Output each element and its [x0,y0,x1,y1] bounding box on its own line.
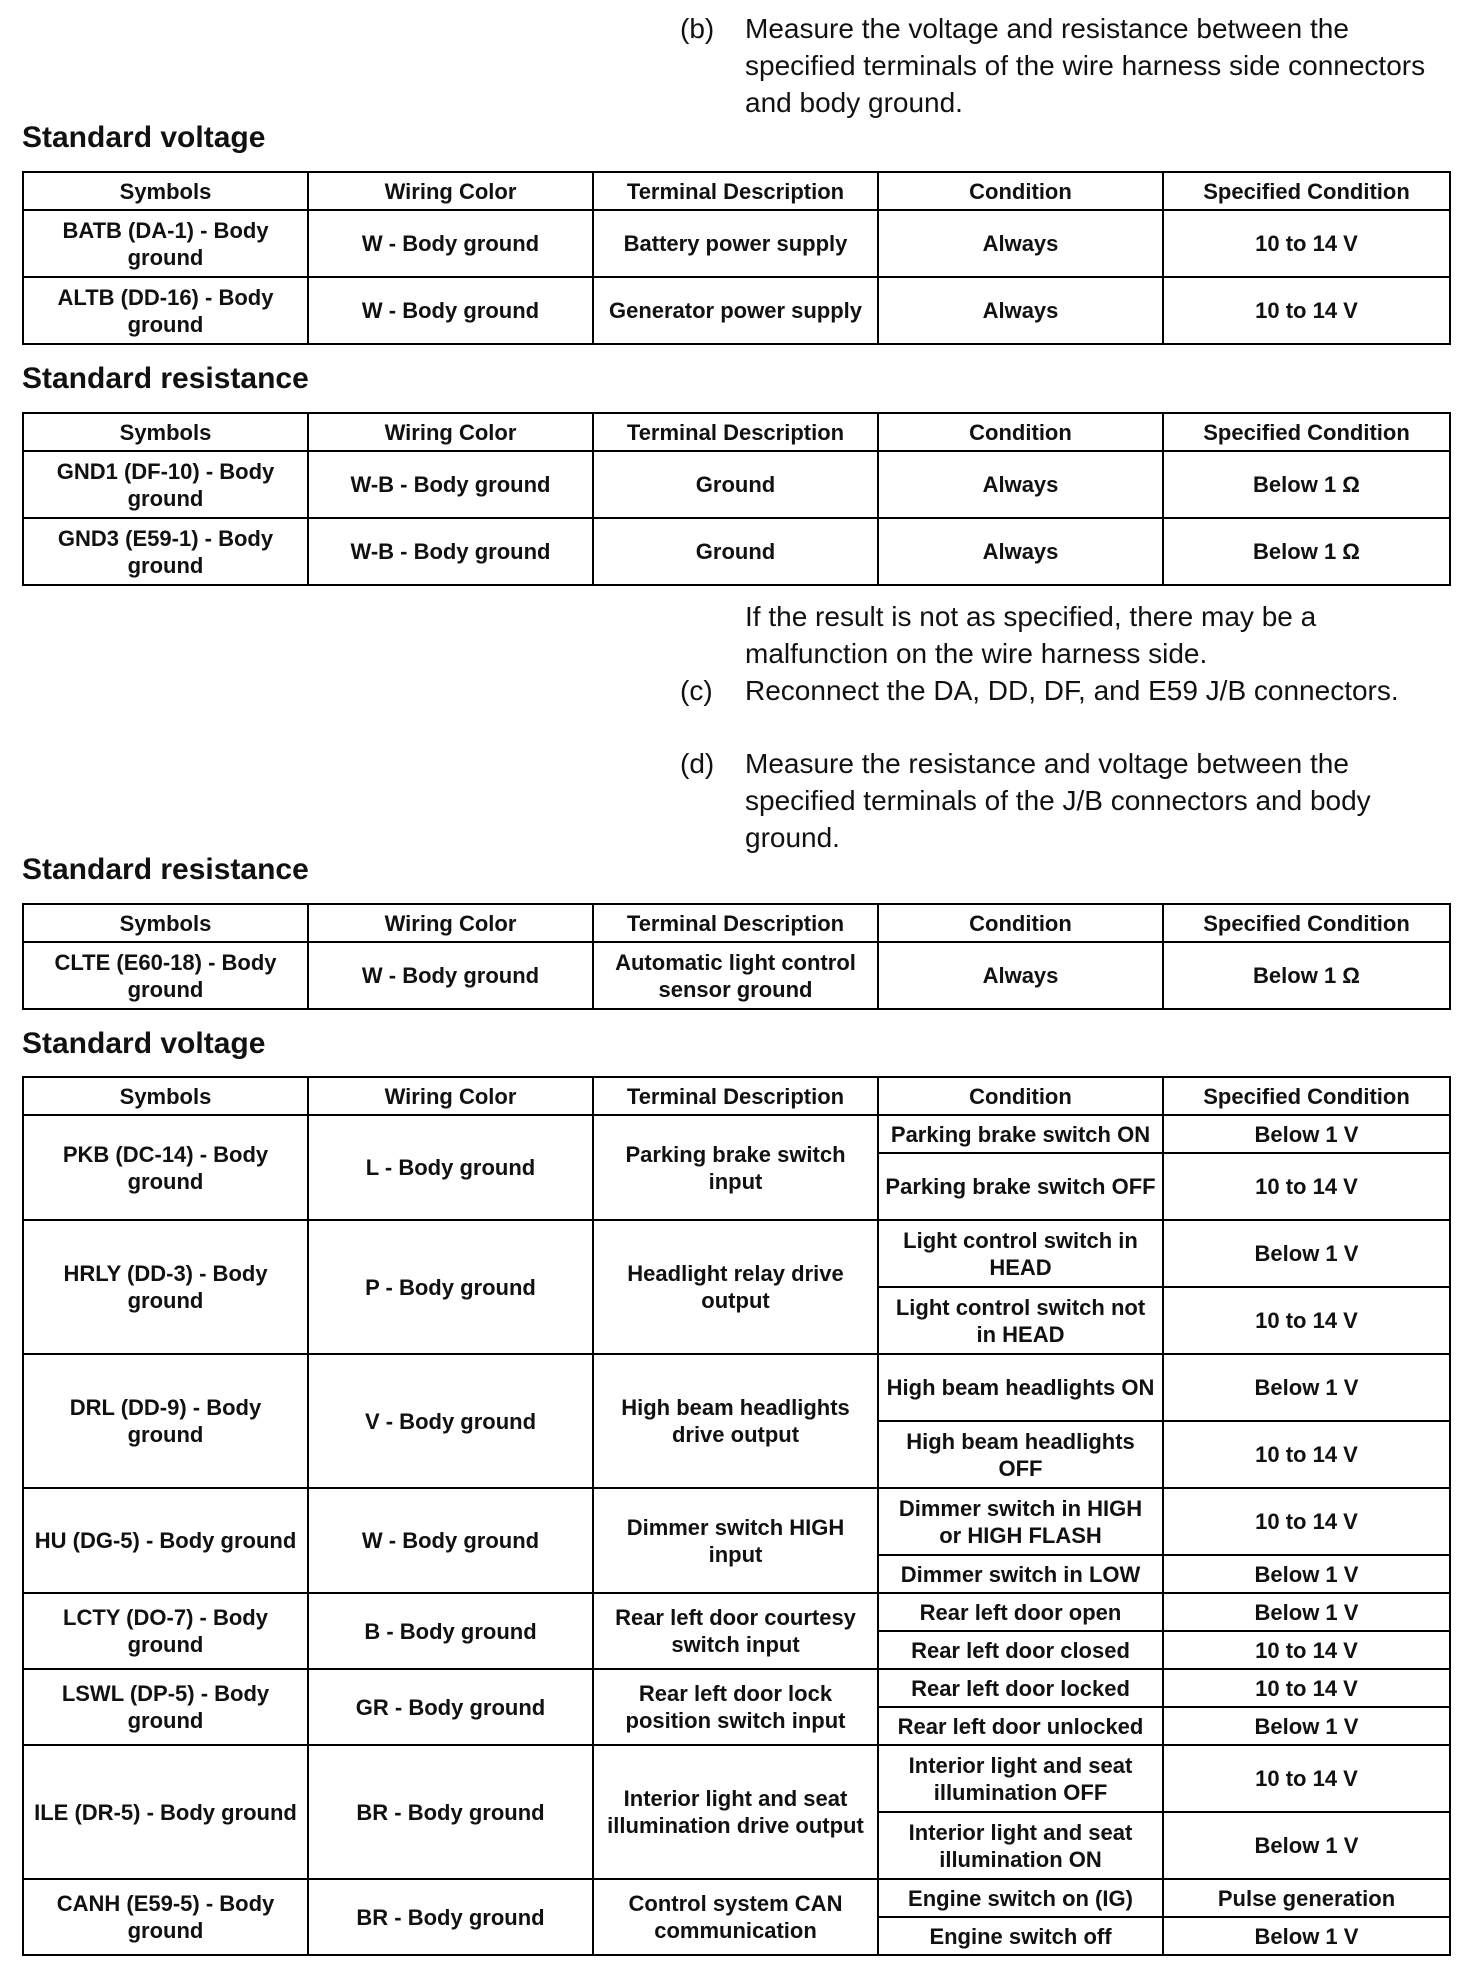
standard-voltage-table-1 [22,171,1451,345]
condition-cell: Always [878,451,1163,518]
symbols-cell: BATB (DA-1) - Body ground [23,210,308,277]
specified-condition-cell: Below 1 V [1163,1812,1450,1879]
condition-cell: Engine switch on (IG) [878,1879,1163,1917]
condition-cell: Light control switch in HEAD [878,1220,1163,1287]
condition-cell: Always [878,518,1163,585]
symbols-cell: CANH (E59-5) - Body ground [23,1879,308,1955]
condition-cell: Interior light and seat illumination ON [878,1812,1163,1879]
table-body [23,210,1450,344]
wiring-color-cell: BR - Body ground [308,1745,593,1879]
wiring-color-cell: B - Body ground [308,1593,593,1669]
column-header-condition: Condition [878,1077,1163,1115]
terminal-description-cell: Generator power supply [593,277,878,344]
specified-condition-cell: Below 1 V [1163,1555,1450,1593]
condition-cell: Always [878,942,1163,1009]
column-header-condition: Condition [878,413,1163,451]
heading-standard-resistance-1: Standard resistance [22,362,309,395]
specified-condition-cell: 10 to 14 V [1163,277,1450,344]
wiring-color-cell: W-B - Body ground [308,518,593,585]
table-header-row [23,172,1450,210]
column-header-wiring-color: Wiring Color [308,904,593,942]
step-c-text: Reconnect the DA, DD, DF, and E59 J/B connectors. [745,675,1399,706]
table-row [23,1115,1450,1153]
note [680,598,1450,672]
heading-standard-voltage-2: Standard voltage [22,1027,266,1060]
table-body [23,1115,1450,1955]
column-header-wiring-color: Wiring Color [308,413,593,451]
table-row [23,1488,1450,1555]
condition-cell: Always [878,277,1163,344]
condition-cell: Rear left door closed [878,1631,1163,1669]
condition-cell: Parking brake switch OFF [878,1153,1163,1220]
specified-condition-cell: Below 1 V [1163,1917,1450,1955]
specified-condition-cell: Below 1 V [1163,1115,1450,1153]
column-header-symbols: Symbols [23,1077,308,1115]
symbols-cell: PKB (DC-14) - Body ground [23,1115,308,1220]
specified-condition-cell: Below 1 V [1163,1593,1450,1631]
symbols-cell: DRL (DD-9) - Body ground [23,1354,308,1488]
wiring-color-cell: BR - Body ground [308,1879,593,1955]
column-header-terminal-description: Terminal Description [593,413,878,451]
terminal-description-cell: Battery power supply [593,210,878,277]
condition-cell: Dimmer switch in HIGH or HIGH FLASH [878,1488,1163,1555]
step-b [680,10,1450,121]
column-header-terminal-description: Terminal Description [593,1077,878,1115]
column-header-wiring-color: Wiring Color [308,1077,593,1115]
column-header-specified-condition: Specified Condition [1163,172,1450,210]
terminal-description-cell: Parking brake switch input [593,1115,878,1220]
specified-condition-cell: 10 to 14 V [1163,1421,1450,1488]
terminal-description-cell: Ground [593,451,878,518]
condition-cell: Rear left door unlocked [878,1707,1163,1745]
table-body [23,942,1450,1009]
symbols-cell: HU (DG-5) - Body ground [23,1488,308,1593]
symbols-cell: LCTY (DO-7) - Body ground [23,1593,308,1669]
specified-condition-cell: 10 to 14 V [1163,1287,1450,1354]
wiring-color-cell: W - Body ground [308,277,593,344]
table-header-row [23,1077,1450,1115]
wiring-color-cell: V - Body ground [308,1354,593,1488]
specified-condition-cell: 10 to 14 V [1163,1488,1450,1555]
symbols-cell: ALTB (DD-16) - Body ground [23,277,308,344]
specified-condition-cell: 10 to 14 V [1163,1669,1450,1707]
specified-condition-cell: Below 1 Ω [1163,942,1450,1009]
heading-standard-resistance-2: Standard resistance [22,853,309,886]
condition-cell: Parking brake switch ON [878,1115,1163,1153]
wiring-color-cell: L - Body ground [308,1115,593,1220]
condition-cell: Dimmer switch in LOW [878,1555,1163,1593]
column-header-wiring-color: Wiring Color [308,172,593,210]
table-row [23,1354,1450,1421]
table-row [23,1745,1450,1812]
specified-condition-cell: 10 to 14 V [1163,1153,1450,1220]
condition-cell: Always [878,210,1163,277]
table-row [23,1669,1450,1707]
table-row [23,518,1450,585]
step-d-label: (d) [680,748,715,779]
table-row [23,277,1450,344]
wiring-color-cell: GR - Body ground [308,1669,593,1745]
step-b-text: Measure the voltage and resistance between the specified terminals of the wire harness side connectors and body ground. [745,13,1426,118]
condition-cell: Light control switch not in HEAD [878,1287,1163,1354]
symbols-cell: GND1 (DF-10) - Body ground [23,451,308,518]
table-row [23,1593,1450,1631]
terminal-description-cell: Rear left door courtesy switch input [593,1593,878,1669]
table-header-row [23,904,1450,942]
symbols-cell: LSWL (DP-5) - Body ground [23,1669,308,1745]
condition-cell: Engine switch off [878,1917,1163,1955]
terminal-description-cell: High beam headlights drive output [593,1354,878,1488]
wiring-color-cell: P - Body ground [308,1220,593,1354]
terminal-description-cell: Ground [593,518,878,585]
step-d [680,745,1450,856]
step-b-label: (b) [680,13,715,44]
column-header-specified-condition: Specified Condition [1163,413,1450,451]
standard-resistance-table-1 [22,412,1451,586]
heading-standard-voltage-1: Standard voltage [22,121,266,154]
condition-cell: High beam headlights ON [878,1354,1163,1421]
specified-condition-cell: 10 to 14 V [1163,210,1450,277]
specified-condition-cell: Below 1 V [1163,1354,1450,1421]
symbols-cell: GND3 (E59-1) - Body ground [23,518,308,585]
standard-voltage-table-2 [22,1076,1451,1956]
standard-resistance-table-2 [22,903,1451,1010]
symbols-cell: ILE (DR-5) - Body ground [23,1745,308,1879]
column-header-condition: Condition [878,172,1163,210]
column-header-specified-condition: Specified Condition [1163,904,1450,942]
column-header-symbols: Symbols [23,904,308,942]
step-d-text: Measure the resistance and voltage between the specified terminals of the J/B connectors and body ground. [745,748,1371,853]
terminal-description-cell: Automatic light control sensor ground [593,942,878,1009]
terminal-description-cell: Control system CAN communication [593,1879,878,1955]
step-c [680,672,1450,709]
terminal-description-cell: Interior light and seat illumination drive output [593,1745,878,1879]
column-header-terminal-description: Terminal Description [593,172,878,210]
table-row [23,210,1450,277]
symbols-cell: CLTE (E60-18) - Body ground [23,942,308,1009]
terminal-description-cell: Dimmer switch HIGH input [593,1488,878,1593]
wiring-color-cell: W - Body ground [308,942,593,1009]
step-c-label: (c) [680,675,713,706]
column-header-terminal-description: Terminal Description [593,904,878,942]
column-header-symbols: Symbols [23,172,308,210]
table-row [23,942,1450,1009]
symbols-cell: HRLY (DD-3) - Body ground [23,1220,308,1354]
column-header-specified-condition: Specified Condition [1163,1077,1450,1115]
condition-cell: Rear left door locked [878,1669,1163,1707]
specified-condition-cell: Below 1 Ω [1163,451,1450,518]
table-body [23,451,1450,585]
wiring-color-cell: W - Body ground [308,1488,593,1593]
terminal-description-cell: Rear left door lock position switch input [593,1669,878,1745]
wiring-color-cell: W - Body ground [308,210,593,277]
wiring-color-cell: W-B - Body ground [308,451,593,518]
table-header-row [23,413,1450,451]
table-row [23,1220,1450,1287]
condition-cell: Rear left door open [878,1593,1163,1631]
note-text: If the result is not as specified, there may be a malfunction on the wire harness side. [745,601,1317,669]
specified-condition-cell: Below 1 V [1163,1707,1450,1745]
condition-cell: Interior light and seat illumination OFF [878,1745,1163,1812]
specified-condition-cell: Below 1 V [1163,1220,1450,1287]
specified-condition-cell: Below 1 Ω [1163,518,1450,585]
table-row [23,451,1450,518]
column-header-symbols: Symbols [23,413,308,451]
column-header-condition: Condition [878,904,1163,942]
specified-condition-cell: Pulse generation [1163,1879,1450,1917]
specified-condition-cell: 10 to 14 V [1163,1631,1450,1669]
condition-cell: High beam headlights OFF [878,1421,1163,1488]
terminal-description-cell: Headlight relay drive output [593,1220,878,1354]
table-row [23,1879,1450,1917]
specified-condition-cell: 10 to 14 V [1163,1745,1450,1812]
